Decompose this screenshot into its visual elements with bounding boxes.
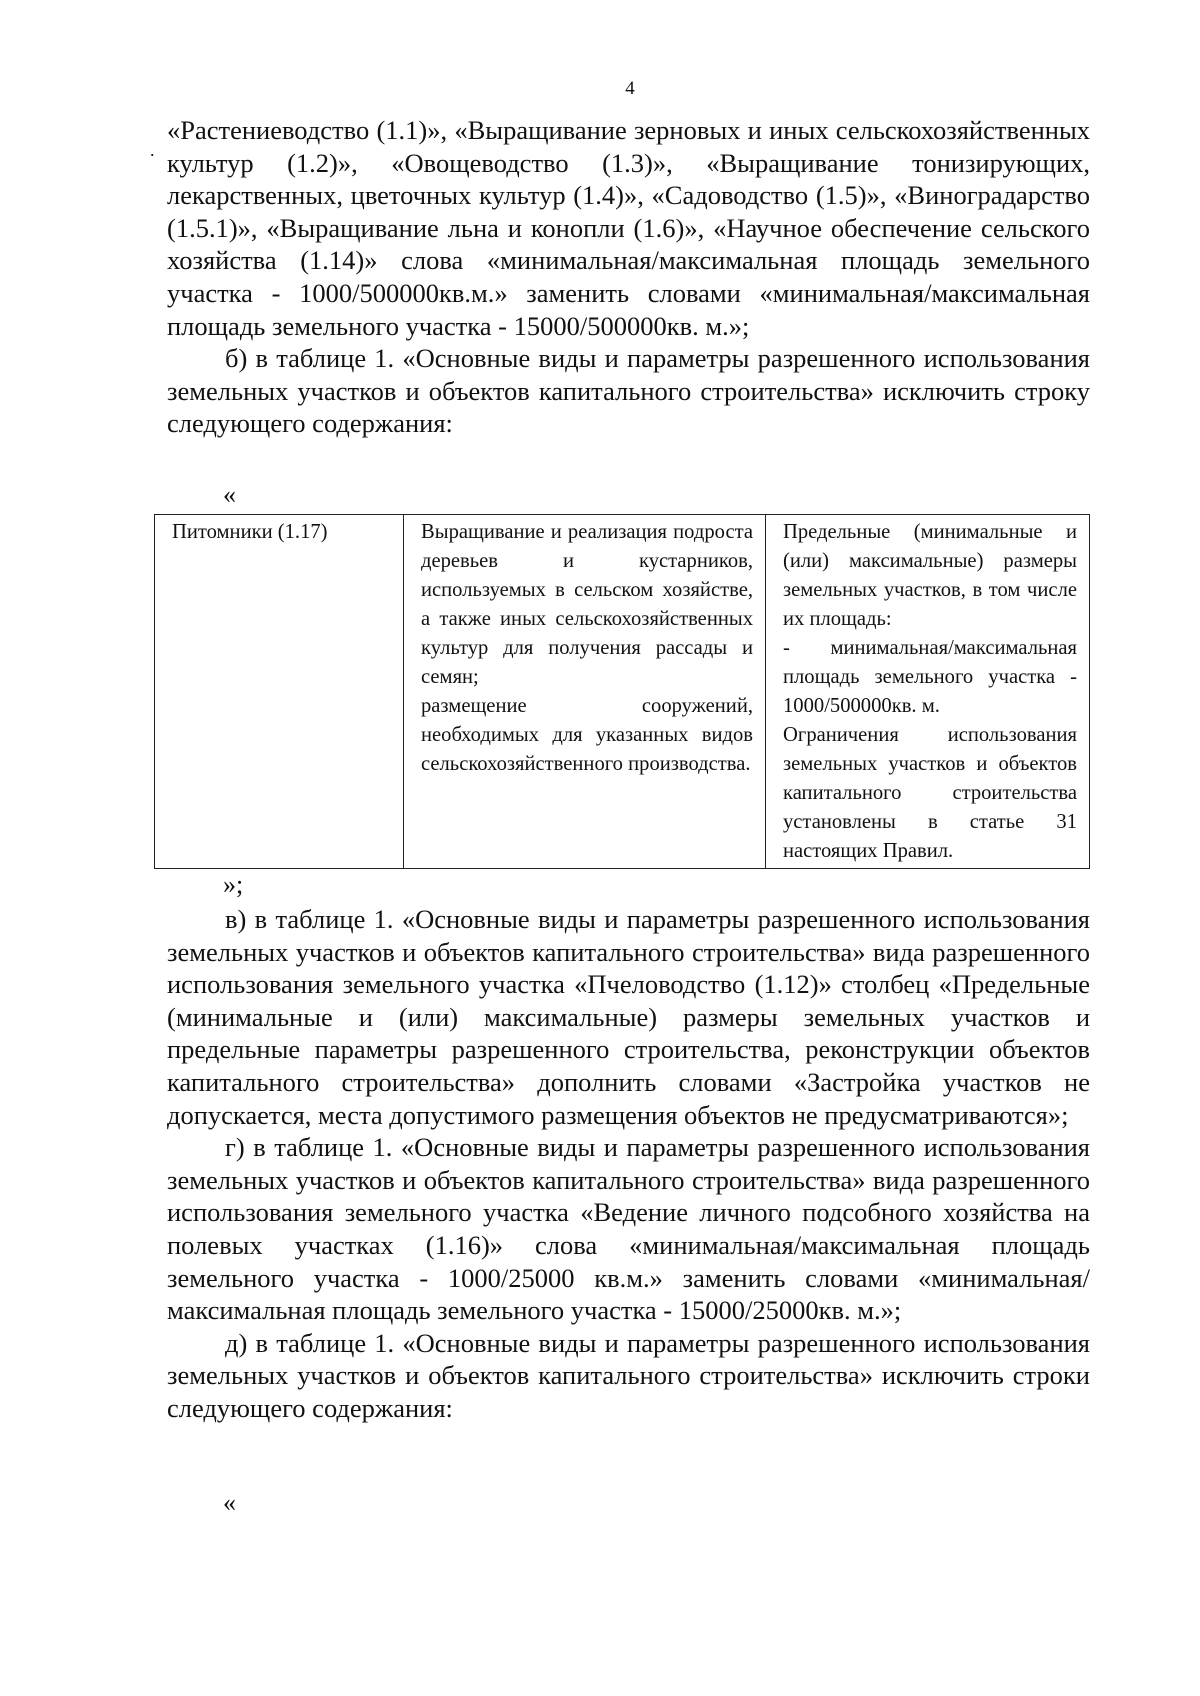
item-b-paragraph: б) в таблице 1. «Основные виды и параметры разрешенного использования земельных участков и объектов капитального строительства» исключить строку следующего содержания: bbox=[167, 343, 1090, 439]
item-v-paragraph: в) в таблице 1. «Основные виды и параметры разрешенного использования земельных участков и объектов капитального строительства» вида разрешенного использования земельного участка «Пчеловодство (1.12)» столбец «Предельные (минимальные и (или) максимальные) размеры земельных участков и предельные параметры разрешенного строительства, реконструкции объектов капитального строительства» дополнить словами «Застройка участков не допускается, места допустимого размещения объектов не предусматриваются»; bbox=[167, 904, 1090, 1130]
cell-use-description bbox=[404, 515, 766, 869]
parameters-part-3: Ограничения использования земельных участков и объектов капитального строительства установлены в статье 31 настоящих Правил. bbox=[783, 724, 1077, 862]
description-part-1: Выращивание и реализация подроста деревьев и кустарников, используемых в сельском хозяйстве, а также иных сельскохозяйственных культур для получения рассады и семян; bbox=[421, 521, 753, 688]
closing-quote-1: »; bbox=[223, 870, 244, 899]
item-d-paragraph: д) в таблице 1. «Основные виды и параметры разрешенного использования земельных участков и объектов капитального строительства» исключить строки следующего содержания: bbox=[167, 1327, 1090, 1423]
parameters-part-1: Предельные (минимальные и (или) максимальные) размеры земельных участков, в том числе их площадь: bbox=[783, 521, 1077, 630]
body-block-bottom bbox=[167, 903, 1090, 1425]
parameters-part-2: - минимальная/максимальная площадь земельного участка - 1000/500000кв. м. bbox=[783, 637, 1077, 717]
excluded-row-table bbox=[154, 514, 1090, 869]
page-number: 4 bbox=[625, 78, 635, 99]
scan-mark: . bbox=[150, 140, 155, 160]
body-block-top bbox=[167, 114, 1090, 440]
table-row bbox=[155, 515, 1090, 869]
cell-parameters bbox=[766, 515, 1090, 869]
intro-paragraph: «Растениеводство (1.1)», «Выращивание зерновых и иных сельскохозяйственных культур (1.2)», «Овощеводство (1.3)», «Выращивание тонизирующих, лекарственных, цветочных культур (1.4)», «Садоводство (1.5)», «Виноградарство (1.5.1)», «Выращивание льна и конопли (1.6)», «Научное обеспечение сельского хозяйства (1.14)» слова «минимальная/максимальная площадь земельного участка - 1000/500000кв.м.» заменить словами «минимальная/максимальная площадь земельного участка - 15000/500000кв. м.»; bbox=[167, 115, 1090, 341]
opening-quote-1: « bbox=[223, 480, 236, 509]
item-g-paragraph: г) в таблице 1. «Основные виды и параметры разрешенного использования земельных участков и объектов капитального строительства» вида разрешенного использования земельного участка «Ведение личного подсобного хозяйства на полевых участках (1.16)» слова «минимальная/максимальная площадь земельного участка - 1000/25000 кв.м.» заменить словами «минимальная/максимальная площадь земельного участка - 15000/25000кв. м.»; bbox=[167, 1132, 1090, 1326]
opening-quote-2: « bbox=[223, 1488, 236, 1517]
description-part-2: размещение сооружений, необходимых для указанных видов сельскохозяйственного производства. bbox=[421, 695, 753, 775]
cell-use-name: Питомники (1.17) bbox=[155, 515, 404, 869]
